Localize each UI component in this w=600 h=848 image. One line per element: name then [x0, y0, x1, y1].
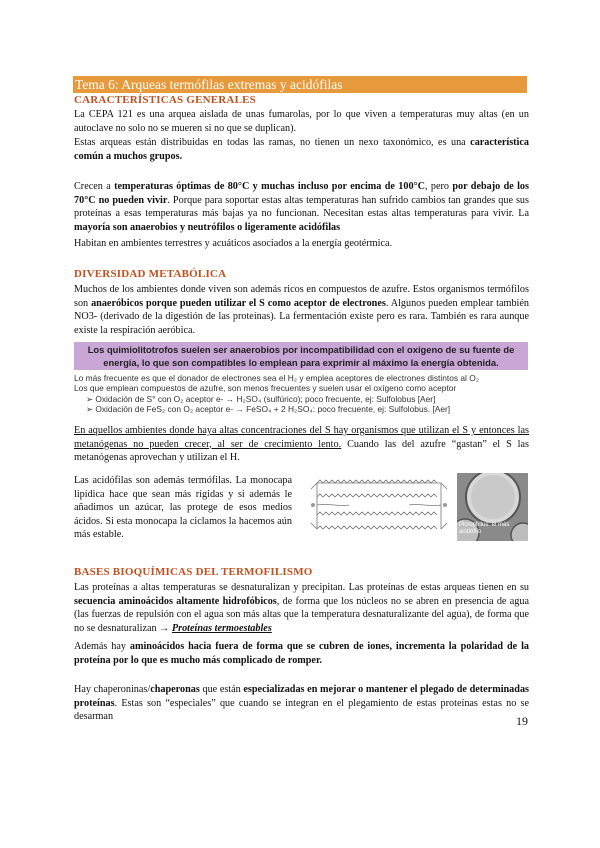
- paragraph-habitat: Habitan en ambientes terrestres y acuáticos asociados a la energía geotérmica.: [74, 238, 393, 249]
- paragraph-cepa121: La CEPA 121 es una arquea aislada de unas fumarolas, por lo que viven a temperaturas muy altas (en un autoclave no solo no se mueren si no que se duplican).: [74, 109, 529, 134]
- section-heading-diversidad: DIVERSIDAD METABÓLICA: [74, 268, 227, 280]
- paragraph-temperaturas: Crecen a temperaturas óptimas de 80°C y muchas incluso por encima de 100°C, pero por debajo de los 70°C no pueden vivir. Porque para soportar estas altas temperaturas han sufrido cambios tan grandes que sus proteínas a esas temperaturas más bajas ya no funcionan. Necesitan estas altas temperaturas para vivir. La mayoría son anaerobios y neutrófilos o ligeramente acidófilas: [74, 181, 529, 233]
- page-title: Tema 6: Arqueas termófilas extremas y acidófilas: [73, 76, 527, 93]
- highlight-line-1: Los quimiolitotrofos suelen ser anaerobios por incompatibilidad con el oxígeno de su fuente de: [87, 344, 515, 355]
- section-heading-caracteristicas: CARACTERÍSTICAS GENERALES: [74, 94, 256, 106]
- note-donador: Lo más frecuente es que el donador de electrones sea el H₂ y emplea aceptores de electrones distintos al O₂: [74, 373, 480, 383]
- paragraph-metanogenas: En aquellos ambientes donde haya altas concentraciones del S hay organismos que utilizan el S y entonces las metanógenas no pueden crecer, al ser de crecimiento lento. Cuando las del azufre “gastan” el S las metanógenas aprovechan y utilizan el H.: [74, 425, 529, 463]
- paragraph-iones: Además hay aminoácidos hacia fuera de forma que se cubren de iones, incrementa la polaridad de la proteína por lo que es mucho más complicado de romper.: [74, 641, 529, 666]
- paragraph-proteinas-hidrofobicas: Las proteínas a altas temperaturas se desnaturalizan y precipitan. Las proteínas de estas arqueas tienen en su secuencia aminoácidos altamente hidrofóbicos, de forma que los núcleos no se abren en presencia de agua (las fuerzas de repulsión con el agua son más altas que la temperatura desnaturalizante del agua), de forma que no se desnaturalizan → Proteínas termoestables: [74, 582, 529, 634]
- page-number: 19: [516, 714, 528, 728]
- paragraph-azufre: Muchos de los ambientes donde viven son además ricos en compuestos de azufre. Estos organismos termófilos son anaeróbicos porque pueden utilizar el S como aceptor de electrones. Algunos pueden emplear también NO3- (derivado de la digestión de las proteínas). La fermentación existe pero es rara. También es rara aunque existe la respiración aeróbica.: [74, 284, 529, 336]
- note-oxidacion-s: ➢ Oxidación de S° con O₂ aceptor e- → H₂SO₄ (sulfúrico); poco frecuente, ej: Sulfolobus [Aer]: [86, 393, 436, 404]
- note-oxidacion-fes2: ➢ Oxidación de FeS₂ con O₂ aceptor e- → FeSO₄ + 2 H₂SO₄: poco frecuente, ej: Sulfolobus. [Aer]: [86, 404, 451, 415]
- metabolism-notes: [74, 373, 528, 415]
- paragraph-chaperonas: Hay chaperoninas/chaperonas que están especializadas en mejorar o mantener el plegado de determinadas proteínas. Estas son “especiales” que cuando se integran en el plegamiento de estas proteínas estas no se desarman: [74, 684, 530, 722]
- highlight-box-quimiolitotrofos: [74, 342, 528, 370]
- paragraph-distribucion: Estas arqueas están distribuidas en todas las ramas, no tienen un nexo taxonómico, es una característica común a muchos grupos.: [74, 137, 529, 162]
- highlight-line-2: energía, lo que son compatibles lo emplean para exprimir al máximo la energía obtenida.: [103, 357, 499, 368]
- note-azufre: Los que emplean compuestos de azufre, son menos frecuentes y suelen usar el oxígeno como aceptor: [74, 383, 457, 394]
- section-heading-bases: BASES BIOQUÍMICAS DEL TERMOFILISMO: [74, 566, 313, 578]
- paragraph-acidofilas: Las acidófilas son además termófilas. La monocapa lipídica hace que sean más rígidas y si además le añadimos un azúcar, las protege de esos medios ácidos. Si esta monocapa la ciclamos la hacemos aún más estable.: [74, 475, 292, 540]
- lipid-monolayer-figure: [309, 475, 449, 545]
- micrograph-caption: Picrophilus: el más acidófilo: [459, 522, 510, 535]
